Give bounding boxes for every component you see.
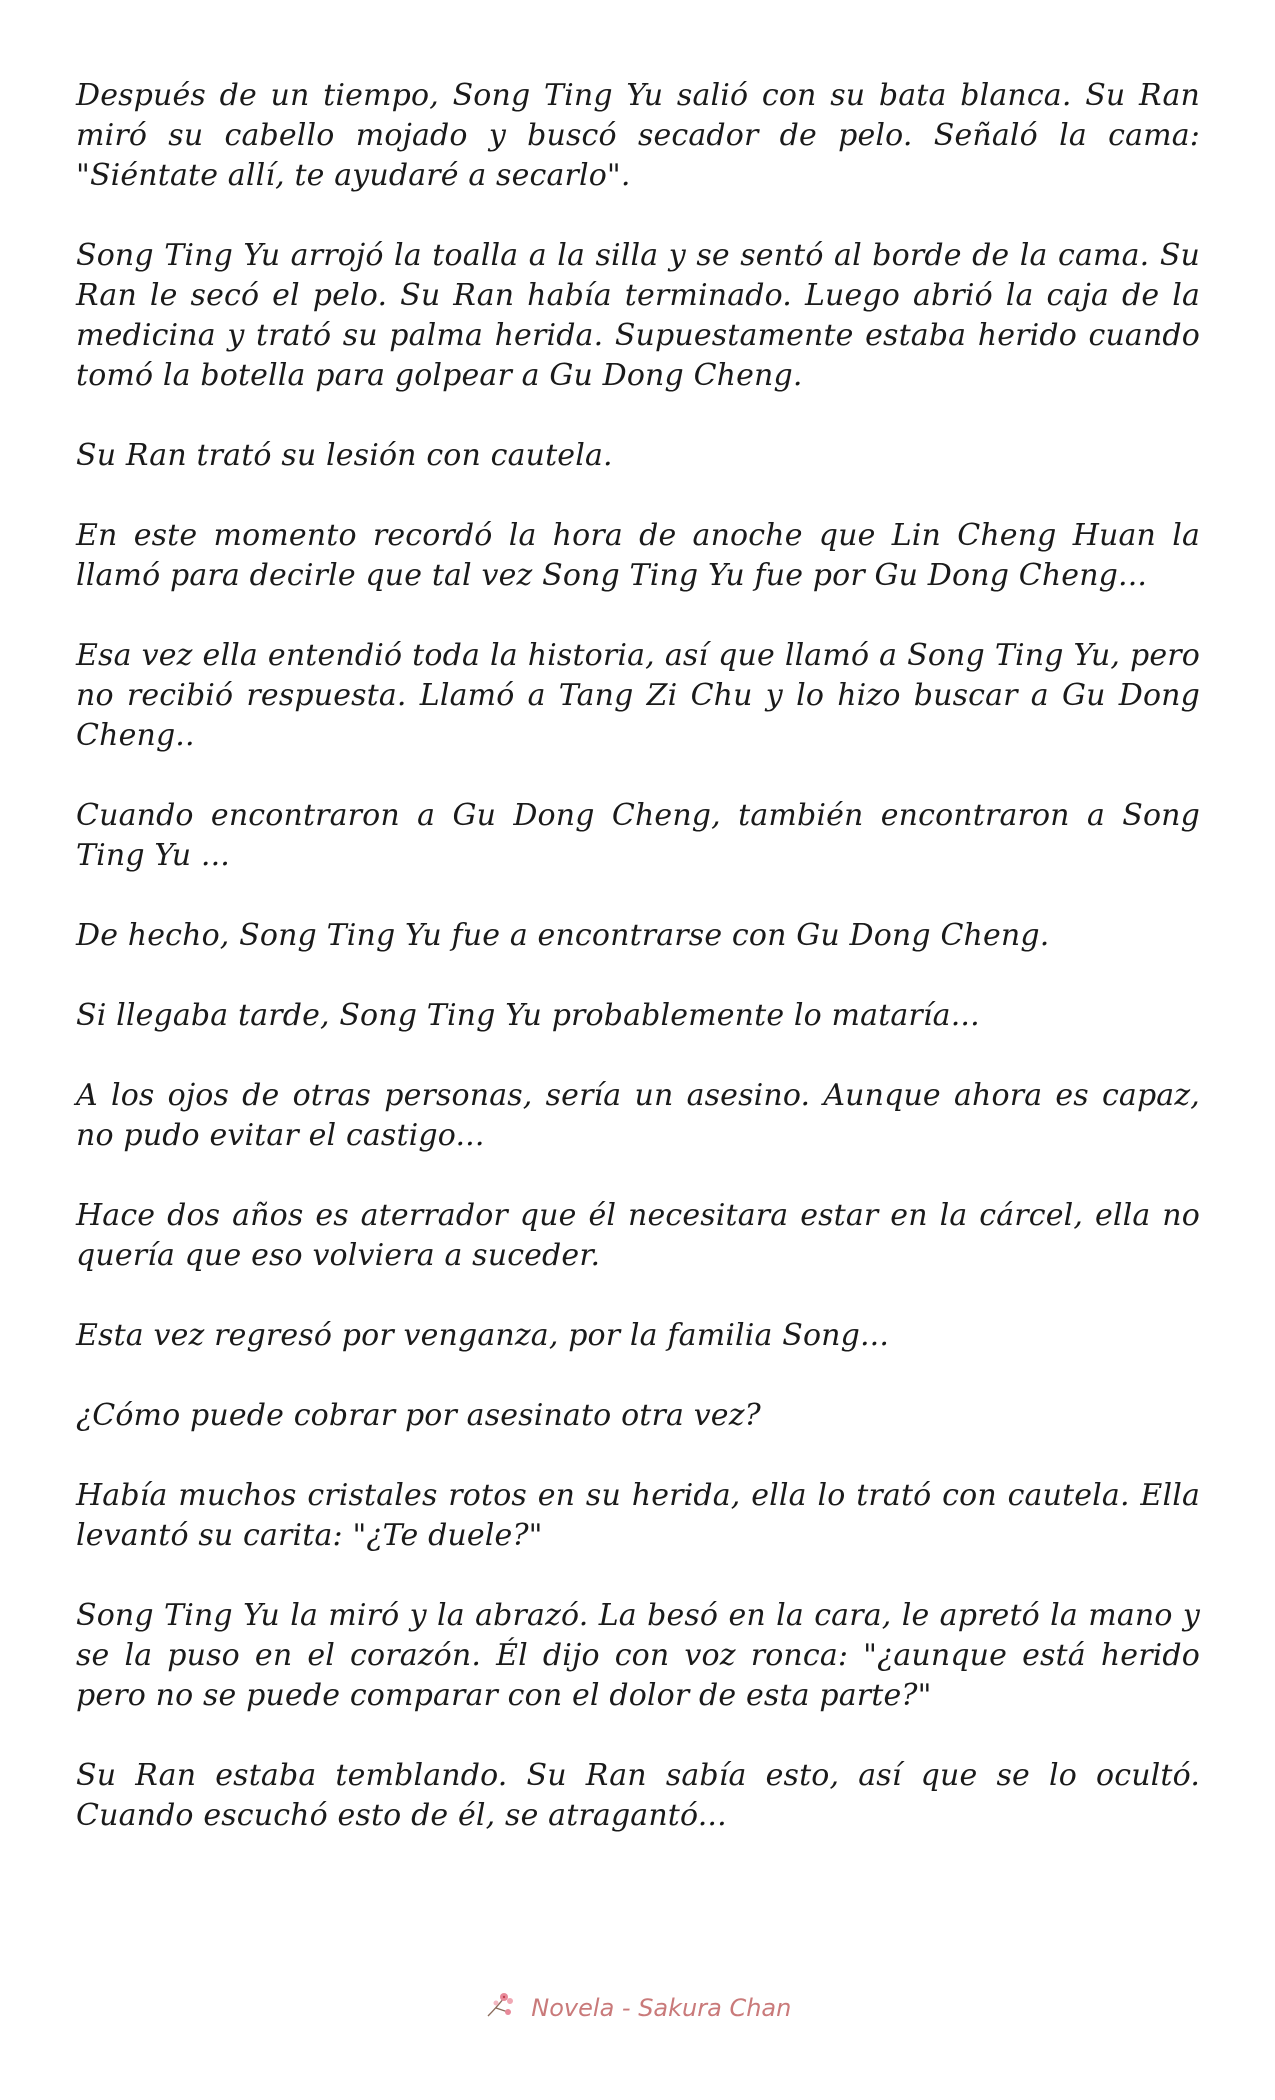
paragraph: Si llegaba tarde, Song Ting Yu probablemente lo mataría... [76, 998, 980, 1033]
paragraph: Su Ran trató su lesión con cautela. [76, 438, 613, 473]
paragraph: Después de un tiempo, Song Ting Yu salió con su bata blanca. Su Ran miró su cabello mojado y buscó secador de pelo. Señaló la cama: "Siéntate allí, te ayudaré a secarlo". [76, 78, 1200, 193]
paragraph: En este momento recordó la hora de anoche que Lin Cheng Huan la llamó para decirle que tal vez Song Ting Yu fue por Gu Dong Cheng... [76, 518, 1200, 593]
paragraph: De hecho, Song Ting Yu fue a encontrarse con Gu Dong Cheng. [76, 918, 1050, 953]
document-body [76, 76, 1200, 1876]
paragraph: Había muchos cristales rotos en su herida, ella lo trató con cautela. Ella levantó su carita: "¿Te duele?" [76, 1478, 1200, 1553]
paragraph: Hace dos años es aterrador que él necesitara estar en la cárcel, ella no quería que eso volviera a suceder. [76, 1198, 1200, 1273]
paragraph: ¿Cómo puede cobrar por asesinato otra vez? [76, 1398, 761, 1433]
footer-watermark [0, 1990, 1275, 2026]
paragraph: A los ojos de otras personas, sería un asesino. Aunque ahora es capaz, no pudo evitar el castigo... [76, 1078, 1200, 1153]
paragraph: Su Ran estaba temblando. Su Ran sabía esto, así que se lo ocultó. Cuando escuchó esto de él, se atragantó... [76, 1758, 1200, 1833]
paragraph: Song Ting Yu la miró y la abrazó. La besó en la cara, le apretó la mano y se la puso en el corazón. Él dijo con voz ronca: "¿aunque está herido pero no se puede comparar con el dolor de esta parte?" [76, 1598, 1200, 1713]
paragraph: Esa vez ella entendió toda la historia, así que llamó a Song Ting Yu, pero no recibió respuesta. Llamó a Tang Zi Chu y lo hizo buscar a Gu Dong Cheng.. [76, 638, 1200, 753]
footer-label: Novela - Sakura Chan [531, 1994, 792, 2022]
paragraph: Cuando encontraron a Gu Dong Cheng, también encontraron a Song Ting Yu ... [76, 798, 1200, 873]
paragraph: Song Ting Yu arrojó la toalla a la silla y se sentó al borde de la cama. Su Ran le secó el pelo. Su Ran había terminado. Luego abrió la caja de la medicina y trató su palma herida. Supuestamente estaba herido cuando tomó la botella para golpear a Gu Dong Cheng. [76, 238, 1200, 393]
sakura-flower-icon [484, 1990, 518, 2026]
paragraph: Esta vez regresó por venganza, por la familia Song... [76, 1318, 890, 1353]
